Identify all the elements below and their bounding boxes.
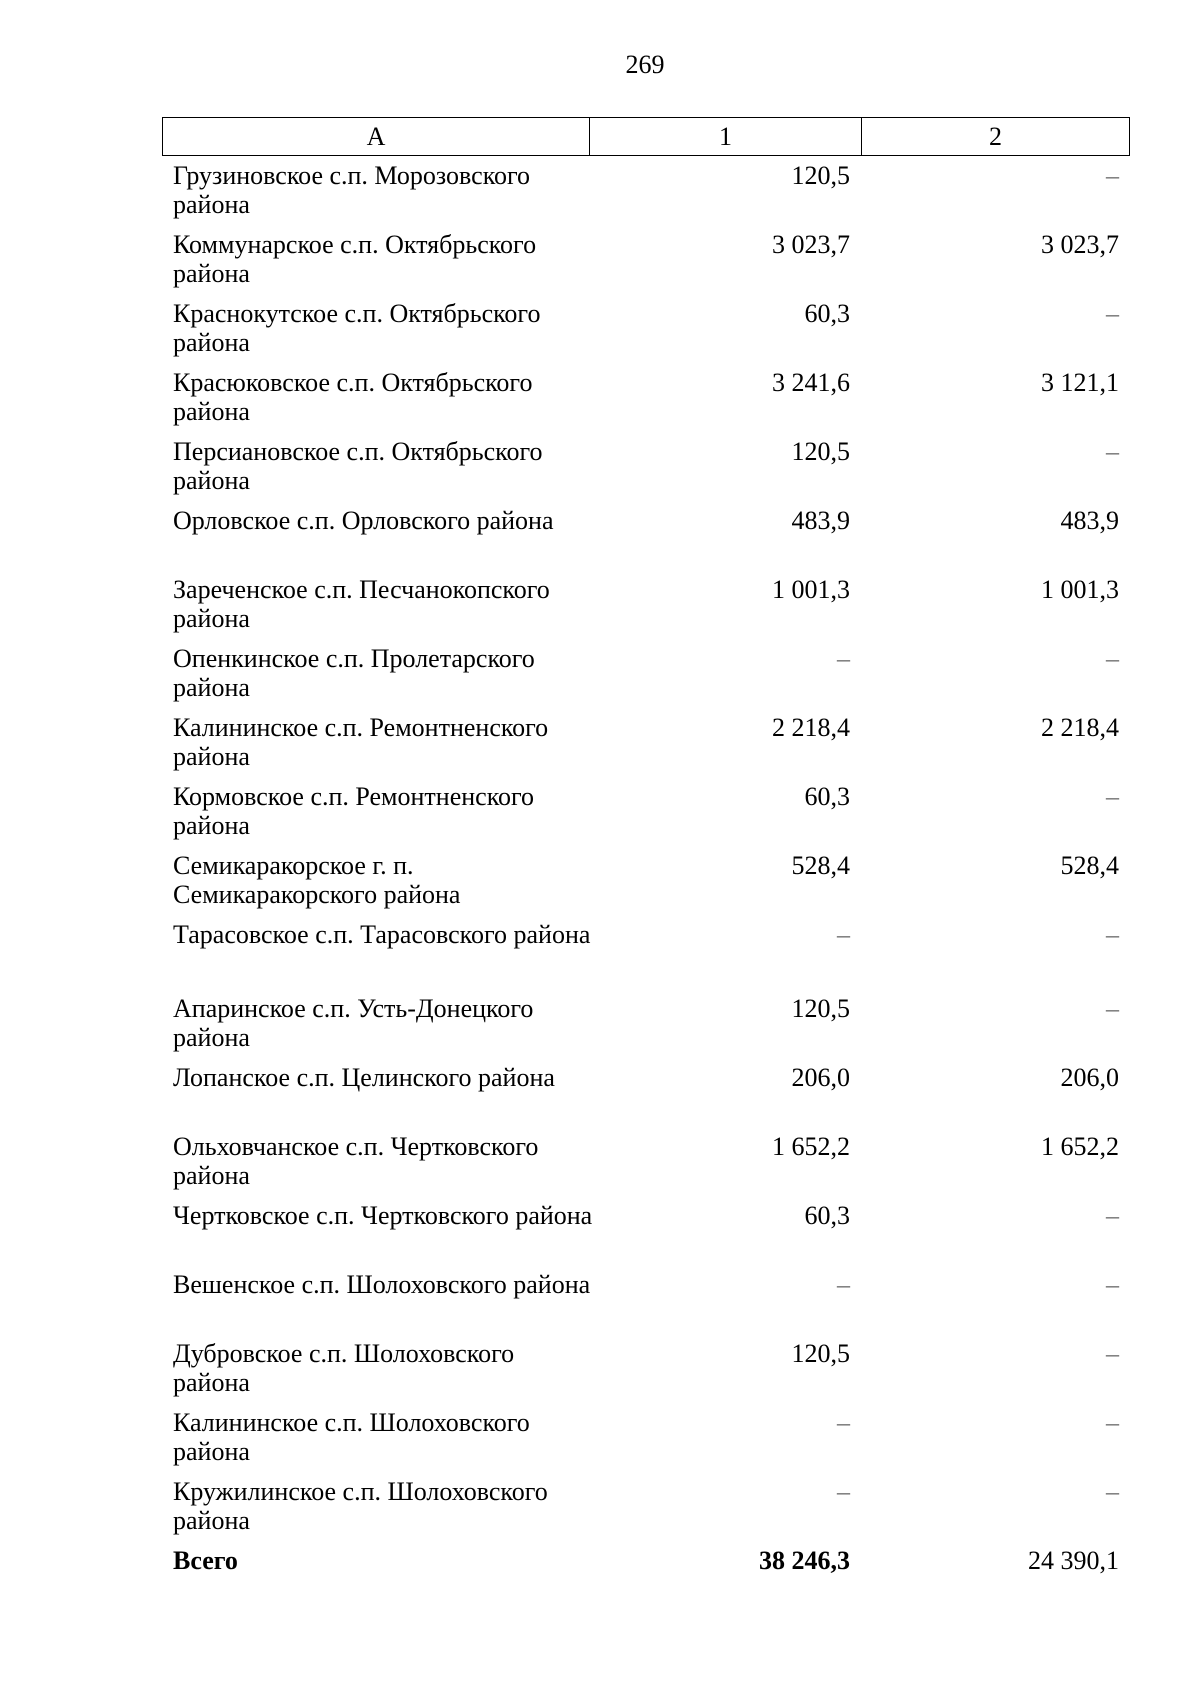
- row-value-1: 1 652,2: [772, 1132, 850, 1161]
- row-value-2: 2 218,4: [1041, 713, 1119, 742]
- table-row: [0, 713, 1200, 782]
- table-row: [0, 1270, 1200, 1339]
- total-value-2: 24 390,1: [1028, 1546, 1119, 1575]
- row-name: Семикаракорское г. п. Семикаракорского района: [173, 851, 461, 909]
- row-value-1: 60,3: [804, 1201, 850, 1230]
- row-value-1: 60,3: [804, 782, 850, 811]
- row-name: Вешенское с.п. Шолоховского района: [173, 1270, 591, 1299]
- row-value-2: 3 023,7: [1041, 230, 1119, 259]
- table-row: [0, 644, 1200, 713]
- row-name: Орловское с.п. Орловского района: [173, 506, 554, 535]
- table-row: [0, 1477, 1200, 1546]
- table-row: [0, 437, 1200, 506]
- row-value-2: 483,9: [1060, 506, 1119, 535]
- row-value-1: –: [837, 1477, 850, 1506]
- total-row: [0, 1546, 1200, 1606]
- row-name: Коммунарское с.п. Октябрьского района: [173, 230, 537, 288]
- row-value-2: –: [1106, 994, 1119, 1023]
- table-row: [0, 1201, 1200, 1270]
- row-name: Опенкинское с.п. Пролетарского района: [173, 644, 535, 702]
- row-value-2: 1 001,3: [1041, 575, 1119, 604]
- row-value-1: 1 001,3: [772, 575, 850, 604]
- table-row: [0, 575, 1200, 644]
- table-body: [0, 161, 1200, 1606]
- table-row: [0, 299, 1200, 368]
- row-value-1: –: [837, 1408, 850, 1437]
- header-col-a: А: [163, 118, 590, 155]
- table-row: [0, 506, 1200, 575]
- row-name: Дубровское с.п. Шолоховского района: [173, 1339, 515, 1397]
- header-col-1: 1: [590, 118, 862, 155]
- row-value-2: –: [1106, 161, 1119, 190]
- row-name: Красюковское с.п. Октябрьского района: [173, 368, 533, 426]
- row-name: Кружилинское с.п. Шолоховского района: [173, 1477, 548, 1535]
- row-name: Краснокутское с.п. Октябрьского района: [173, 299, 541, 357]
- row-value-1: 206,0: [791, 1063, 850, 1092]
- row-value-2: –: [1106, 1408, 1119, 1437]
- row-value-1: 2 218,4: [772, 713, 850, 742]
- table-row: [0, 920, 1200, 994]
- row-name: Апаринское с.п. Усть-Донецкого района: [173, 994, 534, 1052]
- table-row: [0, 368, 1200, 437]
- table-header: [162, 117, 1130, 156]
- row-value-1: 120,5: [791, 161, 850, 190]
- header-col-2: 2: [989, 121, 1002, 151]
- row-value-1: 120,5: [791, 994, 850, 1023]
- row-value-1: –: [837, 920, 850, 949]
- row-value-2: –: [1106, 1201, 1119, 1230]
- row-value-2: –: [1106, 644, 1119, 673]
- total-value-1: 38 246,3: [759, 1546, 850, 1575]
- table-row: [0, 1063, 1200, 1132]
- row-value-1: 3 023,7: [772, 230, 850, 259]
- row-name: Грузиновское с.п. Морозовского района: [173, 161, 531, 219]
- row-value-1: 483,9: [791, 506, 850, 535]
- row-value-2: –: [1106, 920, 1119, 949]
- row-value-2: 206,0: [1060, 1063, 1119, 1092]
- row-name: Тарасовское с.п. Тарасовского района: [173, 920, 591, 949]
- table-row: [0, 1408, 1200, 1477]
- table-row: [0, 851, 1200, 920]
- row-value-2: –: [1106, 782, 1119, 811]
- row-name: Калининское с.п. Ремонтненского района: [173, 713, 549, 771]
- row-value-1: 528,4: [791, 851, 850, 880]
- page-number: 269: [625, 50, 665, 79]
- table-row: [0, 994, 1200, 1063]
- row-name: Лопанское с.п. Целинского района: [173, 1063, 555, 1092]
- row-value-1: 3 241,6: [772, 368, 850, 397]
- row-value-1: 60,3: [804, 299, 850, 328]
- row-value-2: –: [1106, 1270, 1119, 1299]
- row-value-2: –: [1106, 1477, 1119, 1506]
- table-row: [0, 161, 1200, 230]
- row-name: Ольховчанское с.п. Чертковского района: [173, 1132, 539, 1190]
- row-name: Калининское с.п. Шолоховского района: [173, 1408, 530, 1466]
- row-value-1: 120,5: [791, 1339, 850, 1368]
- row-value-2: 1 652,2: [1041, 1132, 1119, 1161]
- row-value-2: 528,4: [1060, 851, 1119, 880]
- row-value-1: –: [837, 1270, 850, 1299]
- row-name: Чертковское с.п. Чертковского района: [173, 1201, 593, 1230]
- row-name: Зареченское с.п. Песчанокопского района: [173, 575, 550, 633]
- row-name: Кормовское с.п. Ремонтненского района: [173, 782, 535, 840]
- table-row: [0, 230, 1200, 299]
- row-value-1: 120,5: [791, 437, 850, 466]
- table-row: [0, 782, 1200, 851]
- total-label: Всего: [173, 1546, 238, 1575]
- row-value-2: –: [1106, 299, 1119, 328]
- row-name: Персиановское с.п. Октябрьского района: [173, 437, 543, 495]
- table-row: [0, 1339, 1200, 1408]
- table-row: [0, 1132, 1200, 1201]
- row-value-2: –: [1106, 1339, 1119, 1368]
- row-value-1: –: [837, 644, 850, 673]
- row-value-2: 3 121,1: [1041, 368, 1119, 397]
- row-value-2: –: [1106, 437, 1119, 466]
